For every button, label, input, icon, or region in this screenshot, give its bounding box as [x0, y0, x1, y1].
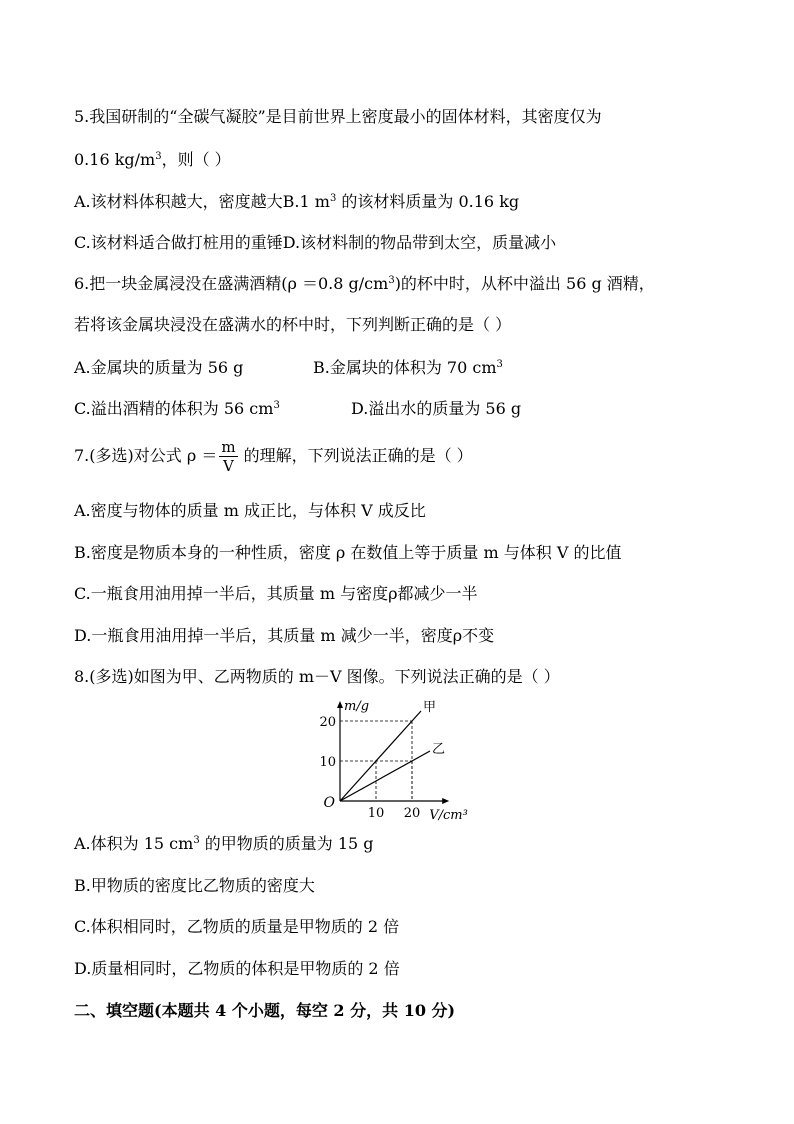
- q6-stem-line1: [74, 273, 655, 295]
- q6-stem-text-3: 若将该金属块浸没在盛满水的杯中时，下列判断正确的是（ ）: [74, 315, 512, 334]
- series-line-1: [340, 711, 421, 801]
- section-2-heading: 二、填空题(本题共 4 个小题，每空 2 分，共 10 分): [74, 1001, 456, 1020]
- q8-option-b: B.甲物质的密度比乙物质的密度大: [74, 876, 315, 895]
- q8-stem: 8.(多选)如图为甲、乙两物质的 m－V 图像。下列说法正确的是（ ）: [74, 667, 560, 686]
- series-label-2: 乙: [432, 742, 446, 757]
- q8-option-a: A.体积为 15 $cm^3$ 的甲物质的质量为 15 g: [74, 834, 374, 853]
- q5-answer-blank: ，则（ ）: [161, 150, 231, 169]
- origin-label: O: [323, 795, 335, 811]
- q7-stem-text: 7.(多选)对公式 ρ ＝: [74, 446, 218, 465]
- q5-option-d: D.该材料制的物品带到太空，质量减小: [282, 233, 557, 252]
- q6-option-d: D.溢出水的质量为 56 g: [351, 399, 522, 418]
- q6-options-row1: [74, 357, 503, 379]
- q7-density-formula: [219, 438, 237, 475]
- q5-options-row1: [74, 191, 519, 213]
- q6-stem-text: 6.把一块金属浸没在盛满酒精(ρ ＝0.8 g/cm: [74, 274, 389, 293]
- q5-stem-text: 5.我国研制的“全碳气凝胶”是目前世界上密度最小的固体材料，其密度仅为: [74, 107, 602, 126]
- q5-stem-line2: [74, 149, 231, 171]
- q6-option-a: A.金属块的质量为 56 g: [74, 358, 244, 377]
- y-tick-label-1: 10: [319, 755, 336, 770]
- q7-option-c: C.一瓶食用油用掉一半后，其质量 m 与密度ρ都减少一半: [74, 584, 478, 603]
- q7-option-d: D.一瓶食用油用掉一半后，其质量 m 减少一半，密度ρ不变: [74, 626, 495, 645]
- x-tick-label-2: 20: [403, 806, 421, 821]
- series-label-1: 甲: [423, 700, 437, 715]
- q8-option-c: C.体积相同时，乙物质的质量是甲物质的 2 倍: [74, 917, 400, 936]
- y-tick-label-2: 20: [319, 715, 336, 730]
- series-line-2: [340, 751, 430, 801]
- q6-options-row2: [74, 398, 521, 420]
- q5-option-c: C.该材料适合做打桩用的重锤: [74, 233, 283, 252]
- q6-option-c: C.溢出酒精的体积为 56 $cm^3$: [74, 399, 280, 418]
- q5-options-row2: [74, 232, 556, 254]
- q7-option-b: B.密度是物质本身的一种性质，密度 ρ 在数值上等于质量 m 与体积 V 的比值: [74, 543, 622, 562]
- q5-option-a: A.该材料体积越大，密度越大: [74, 192, 283, 211]
- q7-stem-text-2: 的理解，下列说法正确的是（ ）: [243, 446, 473, 465]
- mv-graph: [300, 698, 490, 828]
- x-tick-label-1: 10: [367, 806, 385, 821]
- x-axis-label: V/cm³: [429, 808, 468, 823]
- x-axis-arrow: [442, 798, 449, 804]
- q6-option-b: B.金属块的体积为 70 $cm^3$: [313, 358, 503, 377]
- q6-stem-text-2: )的杯中时，从杯中溢出 56 g 酒精，: [394, 274, 655, 293]
- q5-density-exponent: 3: [155, 151, 162, 162]
- q6-exponent: 3: [388, 275, 395, 286]
- q7-stem: [74, 436, 473, 476]
- y-axis-label: m/g: [344, 699, 370, 714]
- formula-numerator: m: [221, 438, 236, 456]
- q8-option-d: D.质量相同时，乙物质的体积是甲物质的 2 倍: [74, 959, 400, 978]
- q5-option-b: B.1 $m^3$ 的该材料质量为 0.16 kg: [282, 192, 520, 211]
- q7-option-a: A.密度与物体的质量 m 成正比，与体积 V 成反比: [74, 501, 426, 520]
- y-axis-arrow: [337, 701, 343, 708]
- q5-stem-line1: [74, 106, 602, 128]
- q6-stem-line2: [74, 314, 511, 336]
- q5-density-value: 0.16 kg/m: [74, 150, 156, 169]
- formula-denominator: V: [223, 457, 234, 475]
